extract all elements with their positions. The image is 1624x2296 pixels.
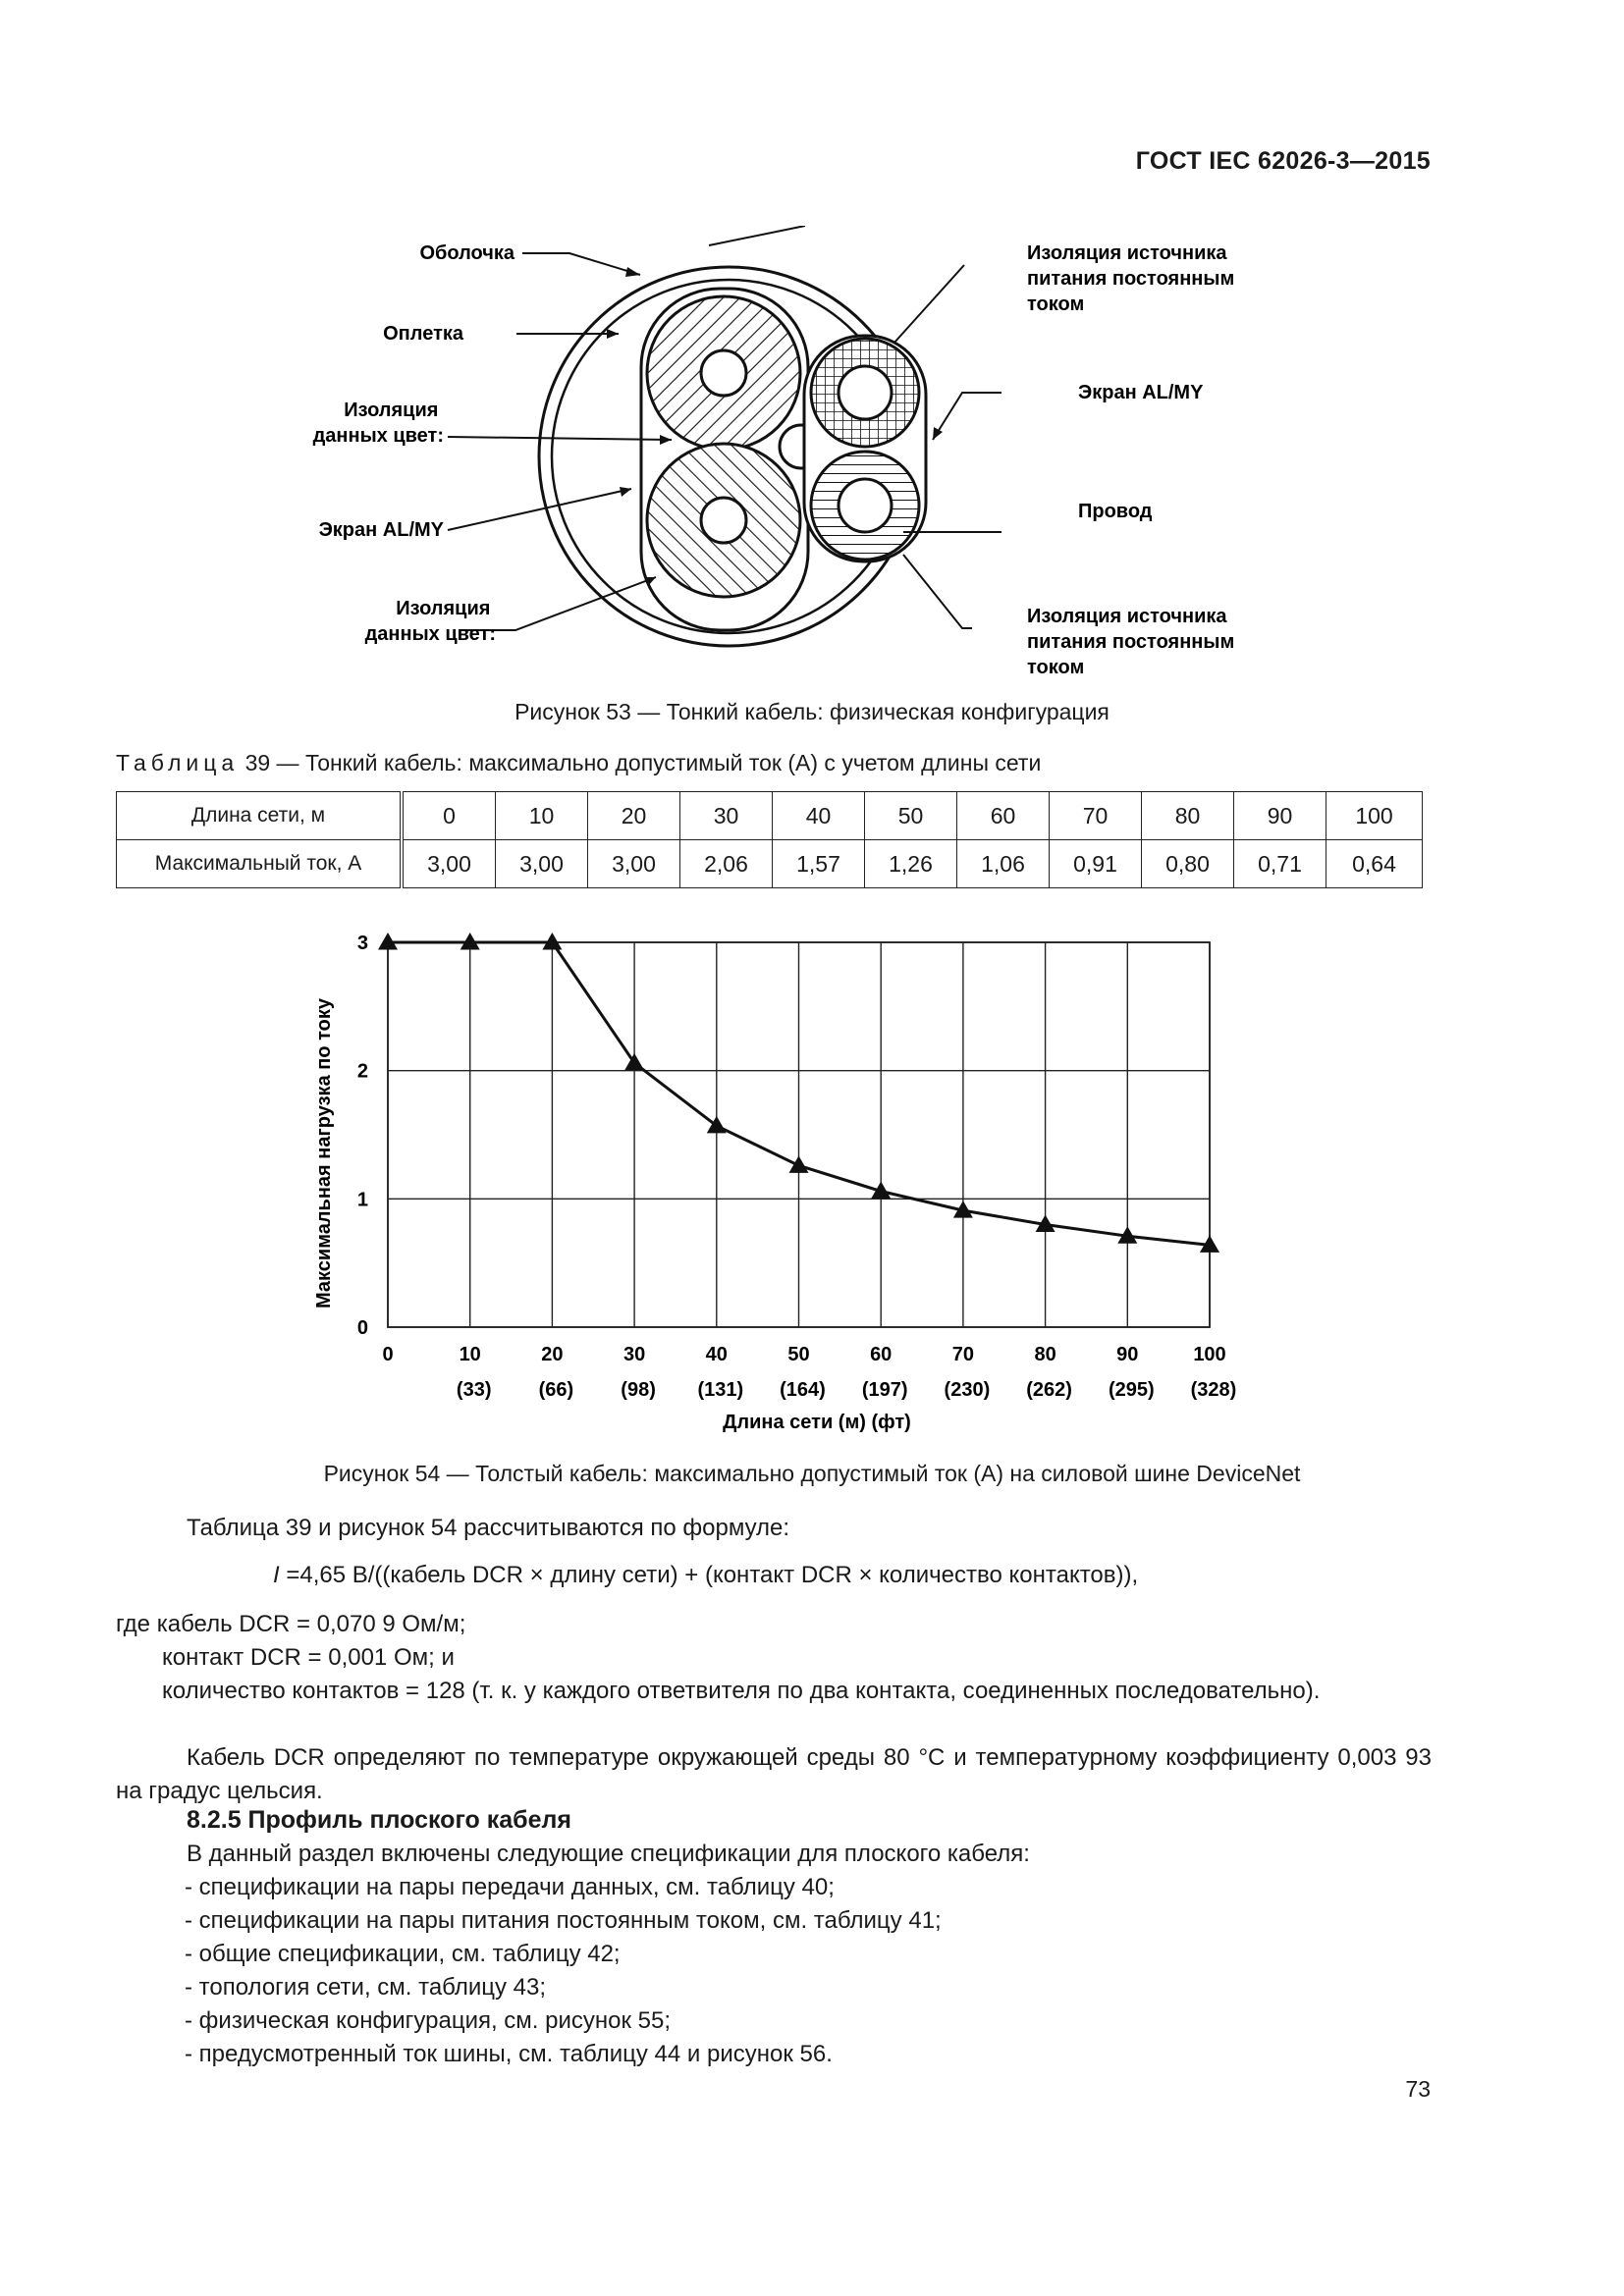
x-tick-sublabel: (197) — [861, 1379, 908, 1401]
x-tick-label: 90 — [1116, 1344, 1139, 1365]
table-cell: 1,06 — [957, 840, 1050, 888]
list-item: - физическая конфигурация, см. рисунок 55; — [185, 2007, 672, 2034]
list-item: - спецификации на пары питания постоянным током, см. таблицу 41; — [185, 1907, 942, 1934]
current-vs-length-chart — [295, 918, 1276, 1448]
label-wire: Провод — [1078, 501, 1153, 522]
x-tick-sublabel: (33) — [456, 1379, 492, 1401]
x-tick-sublabel: (328) — [1190, 1379, 1237, 1401]
x-tick-sublabel: (98) — [621, 1379, 656, 1401]
table-title-rest: 39 — Тонкий кабель: максимально допустимый ток (А) с учетом длины сети — [239, 750, 1042, 775]
x-tick-label: 80 — [1034, 1344, 1056, 1365]
table-cell: 2,06 — [680, 840, 773, 888]
formula-variable: I — [273, 1562, 280, 1588]
chart-grid — [388, 942, 1210, 1327]
table-cell: 10 — [496, 792, 588, 840]
y-tick-label: 3 — [356, 933, 368, 954]
y-tick-label: 2 — [356, 1060, 368, 1083]
x-tick-label: 70 — [951, 1344, 975, 1365]
table-title-prefix: Таблица — [116, 750, 240, 775]
table-cell: 30 — [680, 792, 773, 840]
label-braid: Оплетка — [383, 323, 463, 345]
list-item: - топология сети, см. таблицу 43; — [185, 1974, 547, 2001]
label-dc-insulation-2: Изоляция источника питания постоянным током — [1027, 606, 1235, 678]
label-sheath: Оболочка — [419, 242, 514, 264]
x-tick-label: 40 — [705, 1344, 728, 1365]
figure-54-caption: Рисунок 54 — Толстый кабель: максимально допустимый ток (А) на силовой шине DeviceNet — [323, 1461, 1301, 1486]
x-tick-label: 0 — [382, 1344, 394, 1365]
y-tick-label: 0 — [356, 1317, 368, 1339]
paragraph-formula-intro: Таблица 39 и рисунок 54 рассчитываются по формуле: — [187, 1515, 790, 1541]
table-cell: 3,00 — [496, 840, 588, 888]
x-tick-sublabel: (295) — [1108, 1379, 1155, 1401]
table-cell: 20 — [588, 792, 680, 840]
section-intro: В данный раздел включены следующие спецификации для плоского кабеля: — [187, 1841, 1030, 1867]
table-39 — [116, 791, 1423, 888]
row-header-length: Длина сети, м — [117, 792, 403, 840]
table-cell: 3,00 — [402, 840, 496, 888]
x-tick-label: 50 — [787, 1344, 810, 1365]
x-tick-sublabel: (66) — [538, 1379, 574, 1401]
x-tick-label: 100 — [1193, 1344, 1226, 1365]
x-tick-sublabel: (230) — [944, 1379, 991, 1401]
page-number: 73 — [1405, 2076, 1431, 2102]
table-39-title — [116, 750, 1041, 776]
figure-53-caption: Рисунок 53 — Тонкий кабель: физическая конфигурация — [514, 699, 1110, 724]
table-cell: 80 — [1142, 792, 1234, 840]
table-cell: 1,57 — [773, 840, 865, 888]
x-tick-label: 30 — [623, 1344, 646, 1365]
x-tick-sublabel: (131) — [697, 1379, 744, 1401]
table-cell: 70 — [1050, 792, 1142, 840]
cable-paragraph: Кабель DCR определяют по температуре окружающей среды 80 °С и температурному коэффициенту 0,003 93 на градус цельсия. — [116, 1744, 1432, 1804]
data-point-marker — [707, 1116, 727, 1134]
x-tick-sublabel: (164) — [780, 1379, 826, 1401]
label-shield-left: Экран AL/MY — [318, 519, 444, 541]
cable-cross-section-diagram — [295, 226, 1286, 687]
chart-x-axis-label: Длина сети (м) (фт) — [723, 1412, 911, 1433]
list-item: - общие спецификации, см. таблицу 42; — [185, 1941, 621, 1967]
label-shield-right: Экран AL/MY — [1078, 382, 1204, 403]
list-item: - предусмотренный ток шины, см. таблицу 44 и рисунок 56. — [185, 2041, 833, 2067]
table-cell: 1,26 — [865, 840, 957, 888]
label-data-insulation-1: Изоляция данных цвет: — [312, 400, 444, 447]
table-cell: 0,91 — [1050, 840, 1142, 888]
x-tick-label: 10 — [459, 1344, 481, 1365]
x-tick-label: 20 — [541, 1344, 564, 1365]
x-tick-sublabel: (262) — [1026, 1379, 1072, 1401]
data-point-marker — [624, 1053, 644, 1071]
table-cell: 0,71 — [1234, 840, 1326, 888]
label-dc-insulation-1: Изоляция источника питания постоянным током — [1027, 242, 1235, 315]
table-row-current — [117, 840, 1423, 888]
table-cell: 60 — [957, 792, 1050, 840]
row-header-current: Максимальный ток, А — [117, 840, 403, 888]
label-data-insulation-2: Изоляция данных цвет: — [364, 598, 496, 645]
list-item: - спецификации на пары передачи данных, см. таблицу 40; — [185, 1874, 835, 1900]
table-cell: 0,80 — [1142, 840, 1234, 888]
where-clause: где кабель DCR = 0,070 9 Ом/м; — [116, 1611, 466, 1637]
table-cell: 40 — [773, 792, 865, 840]
x-tick-label: 60 — [870, 1344, 893, 1365]
table-cell: 0,64 — [1326, 840, 1423, 888]
spec-list — [185, 1871, 942, 2071]
table-row-length — [117, 792, 1423, 840]
table-cell: 100 — [1326, 792, 1423, 840]
table-cell: 3,00 — [588, 840, 680, 888]
section-heading: 8.2.5 Профиль плоского кабеля — [187, 1806, 571, 1834]
y-tick-label: 1 — [356, 1189, 368, 1211]
chart-y-axis-label: Максимальная нагрузка по току — [313, 998, 335, 1308]
count-clause: количество контактов = 128 (т. к. у каждого ответвителя по два контакта, соединенных последовательно). — [162, 1678, 1321, 1704]
formula-expression: =4,65 В/((кабель DCR × длину сети) + (контакт DCR × количество контактов)), — [279, 1562, 1139, 1588]
document-header: ГОСТ IEC 62026-3—2015 — [1135, 147, 1431, 175]
data-point-marker — [789, 1155, 809, 1173]
table-cell: 90 — [1234, 792, 1326, 840]
table-cell: 50 — [865, 792, 957, 840]
contact-clause: контакт DCR = 0,001 Ом; и — [162, 1644, 455, 1671]
formula — [273, 1559, 1138, 1592]
table-cell: 0 — [402, 792, 496, 840]
